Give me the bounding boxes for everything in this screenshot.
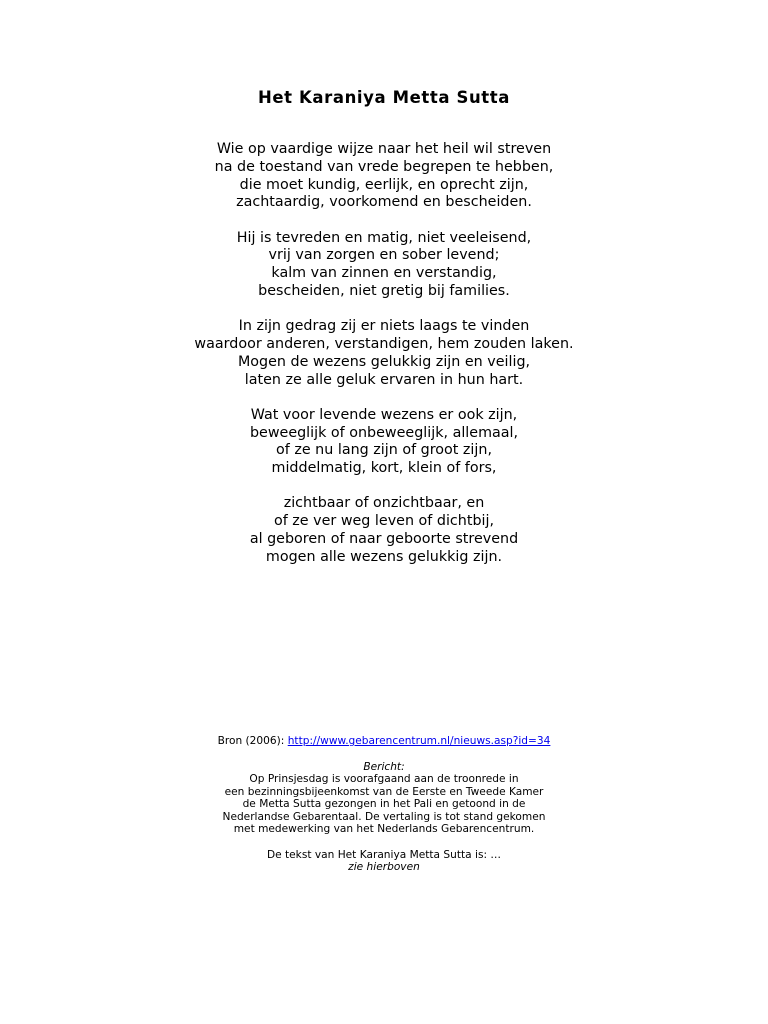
stanza-3	[0, 318, 768, 389]
poem-line: middelmatig, kort, klein of fors,	[271, 460, 497, 477]
stanza-1	[0, 141, 768, 212]
poem-line: mogen alle wezens gelukkig zijn.	[265, 548, 503, 565]
poem-line: al geboren of naar geboorte strevend	[249, 530, 519, 547]
poem-line: vrij van zorgen en sober levend;	[268, 247, 500, 264]
bericht-line: een bezinningsbijeenkomst van de Eerste en Tweede Kamer	[224, 785, 544, 798]
bericht-heading: Bericht:	[363, 761, 405, 773]
bericht-line: met medewerking van het Nederlands Gebarencentrum.	[233, 823, 535, 836]
document-title: Het Karaniya Metta Sutta	[257, 88, 511, 107]
bericht-line: de Metta Sutta gezongen in het Pali en getoond in de	[242, 798, 526, 811]
poem-line: Mogen de wezens gelukkig zijn en veilig,	[237, 353, 531, 370]
poem-line: In zijn gedrag zij er niets laags te vinden	[238, 318, 530, 335]
source-label: Bron (2006):	[217, 735, 288, 747]
closing-text: De tekst van Het Karaniya Metta Sutta is: …	[266, 849, 502, 861]
closing-note: zie hierboven	[348, 861, 420, 874]
bericht-line: Op Prinsjesdag is voorafgaand aan de troonrede in	[249, 773, 519, 786]
poem-line: zichtbaar of onzichtbaar, en	[283, 495, 485, 512]
poem-line: Hij is tevreden en matig, niet veeleisend,	[236, 229, 532, 246]
poem-line: laten ze alle geluk ervaren in hun hart.	[244, 371, 524, 388]
poem-line: beweeglijk of onbeweeglijk, allemaal,	[249, 424, 519, 441]
poem-line: of ze ver weg leven of dichtbij,	[273, 513, 495, 530]
source-citation	[0, 735, 768, 748]
stanza-4	[0, 407, 768, 478]
poem-line: na de toestand van vrede begrepen te hebben,	[214, 158, 554, 175]
poem-line: zachtaardig, voorkomend en bescheiden.	[236, 194, 532, 211]
stanza-2	[0, 230, 768, 301]
poem	[0, 141, 768, 584]
poem-line: of ze nu lang zijn of groot zijn,	[276, 442, 492, 459]
poem-line: Wat voor levende wezens er ook zijn,	[250, 406, 518, 423]
stanza-5	[0, 495, 768, 566]
closing-block	[0, 849, 768, 874]
poem-line: waardoor anderen, verstandigen, hem zouden laken.	[194, 335, 574, 352]
source-link[interactable]: http://www.gebarencentrum.nl/nieuws.asp?id=34	[287, 735, 551, 747]
bericht-line: Nederlandse Gebarentaal. De vertaling is tot stand gekomen	[222, 810, 546, 823]
poem-line: die moet kundig, eerlijk, en oprecht zijn,	[239, 176, 529, 193]
bericht-block	[0, 761, 768, 835]
poem-line: kalm van zinnen en verstandig,	[271, 265, 497, 282]
poem-line: Wie op vaardige wijze naar het heil wil streven	[216, 141, 552, 157]
poem-line: bescheiden, niet gretig bij families.	[258, 282, 510, 299]
